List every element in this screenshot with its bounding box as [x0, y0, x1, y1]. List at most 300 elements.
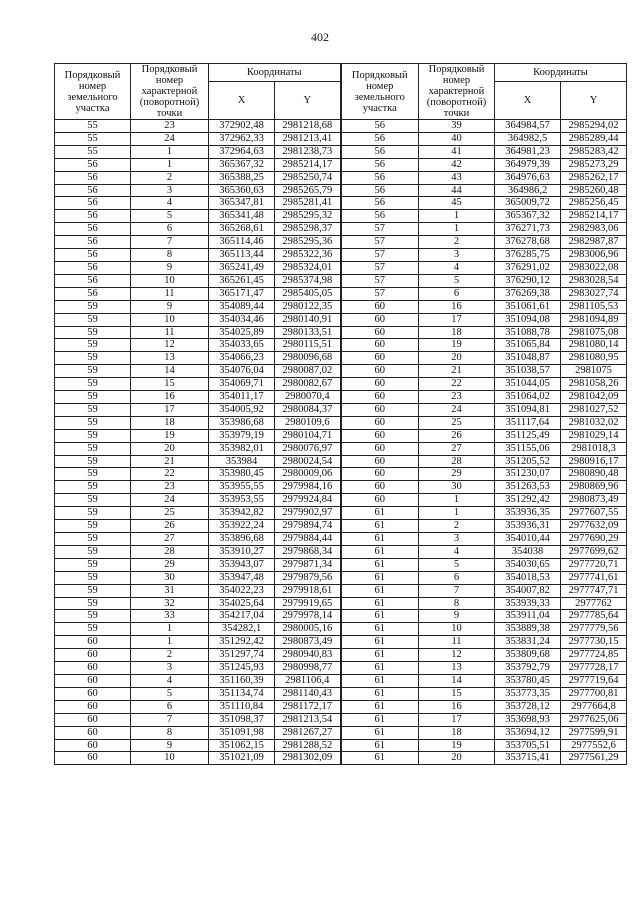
cell-parcel-right: 60 — [341, 442, 419, 455]
cell-point-right: 45 — [419, 197, 495, 210]
cell-parcel-left: 59 — [55, 597, 131, 610]
cell-x-left: 354025,64 — [209, 597, 275, 610]
cell-parcel-left: 56 — [55, 197, 131, 210]
cell-parcel-right: 57 — [341, 223, 419, 236]
cell-parcel-right: 60 — [341, 455, 419, 468]
table-row — [55, 481, 627, 494]
cell-y-right: 2977607,55 — [561, 507, 627, 520]
table-row — [55, 158, 627, 171]
cell-y-left: 2980133,51 — [275, 326, 341, 339]
cell-x-left: 353942,82 — [209, 507, 275, 520]
cell-point-right: 6 — [419, 571, 495, 584]
cell-point-right: 12 — [419, 649, 495, 662]
cell-point-left: 14 — [131, 365, 209, 378]
cell-point-left: 5 — [131, 687, 209, 700]
cell-x-left: 351110,84 — [209, 700, 275, 713]
cell-parcel-right: 60 — [341, 326, 419, 339]
cell-y-left: 2981238,73 — [275, 145, 341, 158]
cell-y-left: 2985405,05 — [275, 287, 341, 300]
cell-x-left: 353980,45 — [209, 468, 275, 481]
cell-x-right: 353936,35 — [495, 507, 561, 520]
cell-y-right: 2977561,29 — [561, 752, 627, 765]
cell-parcel-right: 60 — [341, 339, 419, 352]
cell-point-left: 20 — [131, 442, 209, 455]
cell-point-right: 3 — [419, 249, 495, 262]
cell-y-left: 2985324,01 — [275, 261, 341, 274]
cell-parcel-left: 59 — [55, 481, 131, 494]
cell-x-left: 354069,71 — [209, 378, 275, 391]
cell-y-right: 2981058,26 — [561, 378, 627, 391]
cell-x-left: 372964,63 — [209, 145, 275, 158]
cell-parcel-right: 56 — [341, 132, 419, 145]
cell-y-left: 2981213,54 — [275, 713, 341, 726]
cell-x-left: 351021,09 — [209, 752, 275, 765]
cell-point-left: 28 — [131, 545, 209, 558]
cell-x-right: 354018,53 — [495, 571, 561, 584]
cell-x-right: 353705,51 — [495, 739, 561, 752]
cell-parcel-left: 59 — [55, 391, 131, 404]
cell-parcel-left: 60 — [55, 726, 131, 739]
cell-x-right: 364981,23 — [495, 145, 561, 158]
cell-parcel-right: 60 — [341, 352, 419, 365]
cell-x-left: 365347,81 — [209, 197, 275, 210]
cell-parcel-left: 60 — [55, 687, 131, 700]
cell-parcel-right: 61 — [341, 520, 419, 533]
cell-y-left: 2980115,51 — [275, 339, 341, 352]
cell-x-left: 353984 — [209, 455, 275, 468]
table-row — [55, 416, 627, 429]
cell-x-right: 364986,2 — [495, 184, 561, 197]
cell-x-right: 351048,87 — [495, 352, 561, 365]
cell-parcel-right: 60 — [341, 300, 419, 313]
cell-parcel-left: 59 — [55, 571, 131, 584]
cell-y-left: 2980076,97 — [275, 442, 341, 455]
cell-point-right: 6 — [419, 287, 495, 300]
cell-point-right: 8 — [419, 597, 495, 610]
cell-x-right: 365367,32 — [495, 210, 561, 223]
cell-y-right: 2981032,02 — [561, 416, 627, 429]
cell-parcel-right: 60 — [341, 378, 419, 391]
cell-x-left: 353986,68 — [209, 416, 275, 429]
cell-y-left: 2980104,71 — [275, 429, 341, 442]
cell-point-right: 29 — [419, 468, 495, 481]
table-row — [55, 545, 627, 558]
cell-point-right: 5 — [419, 274, 495, 287]
cell-point-left: 21 — [131, 455, 209, 468]
table-row — [55, 313, 627, 326]
cell-parcel-left: 59 — [55, 545, 131, 558]
cell-parcel-right: 61 — [341, 507, 419, 520]
table-row — [55, 145, 627, 158]
cell-point-left: 9 — [131, 300, 209, 313]
cell-x-right: 364979,39 — [495, 158, 561, 171]
cell-point-left: 9 — [131, 261, 209, 274]
cell-point-left: 4 — [131, 674, 209, 687]
cell-point-left: 23 — [131, 481, 209, 494]
cell-point-right: 16 — [419, 300, 495, 313]
cell-y-left: 2980122,35 — [275, 300, 341, 313]
cell-x-left: 354282,1 — [209, 623, 275, 636]
cell-point-left: 1 — [131, 145, 209, 158]
cell-x-left: 353953,55 — [209, 494, 275, 507]
cell-y-left: 2979924,84 — [275, 494, 341, 507]
cell-point-right: 1 — [419, 210, 495, 223]
cell-x-right: 376278,68 — [495, 236, 561, 249]
table-row — [55, 378, 627, 391]
cell-parcel-left: 59 — [55, 610, 131, 623]
cell-parcel-right: 60 — [341, 468, 419, 481]
cell-parcel-right: 60 — [341, 494, 419, 507]
table-row — [55, 520, 627, 533]
cell-point-left: 11 — [131, 287, 209, 300]
cell-parcel-left: 55 — [55, 120, 131, 133]
cell-parcel-left: 60 — [55, 739, 131, 752]
cell-parcel-left: 59 — [55, 352, 131, 365]
cell-x-left: 354217,04 — [209, 610, 275, 623]
cell-parcel-left: 56 — [55, 236, 131, 249]
cell-x-right: 353809,68 — [495, 649, 561, 662]
cell-point-right: 22 — [419, 378, 495, 391]
cell-parcel-right: 61 — [341, 674, 419, 687]
cell-point-right: 40 — [419, 132, 495, 145]
cell-point-right: 4 — [419, 545, 495, 558]
table-row — [55, 674, 627, 687]
table-row — [55, 261, 627, 274]
cell-point-left: 6 — [131, 700, 209, 713]
cell-point-right: 39 — [419, 120, 495, 133]
table-row — [55, 610, 627, 623]
cell-point-left: 7 — [131, 713, 209, 726]
cell-x-right: 365009,72 — [495, 197, 561, 210]
cell-point-right: 2 — [419, 236, 495, 249]
cell-x-left: 353943,07 — [209, 558, 275, 571]
cell-parcel-right: 56 — [341, 210, 419, 223]
cell-x-left: 353910,27 — [209, 545, 275, 558]
table-row — [55, 236, 627, 249]
cell-point-right: 30 — [419, 481, 495, 494]
cell-parcel-left: 56 — [55, 210, 131, 223]
cell-x-left: 365261,45 — [209, 274, 275, 287]
cell-x-right: 376291,02 — [495, 261, 561, 274]
cell-point-right: 42 — [419, 158, 495, 171]
cell-parcel-right: 61 — [341, 571, 419, 584]
table-body — [55, 120, 627, 765]
table-row — [55, 623, 627, 636]
cell-parcel-right: 61 — [341, 545, 419, 558]
cell-y-right: 2977720,71 — [561, 558, 627, 571]
cell-y-right: 2980869,96 — [561, 481, 627, 494]
cell-point-left: 2 — [131, 649, 209, 662]
cell-y-right: 2981027,52 — [561, 403, 627, 416]
cell-parcel-right: 61 — [341, 623, 419, 636]
cell-x-left: 351160,39 — [209, 674, 275, 687]
cell-point-left: 16 — [131, 391, 209, 404]
cell-x-right: 353773,35 — [495, 687, 561, 700]
cell-y-left: 2985295,32 — [275, 210, 341, 223]
cell-parcel-left: 60 — [55, 636, 131, 649]
cell-point-left: 24 — [131, 494, 209, 507]
cell-x-right: 376269,38 — [495, 287, 561, 300]
cell-x-right: 354030,65 — [495, 558, 561, 571]
cell-point-right: 11 — [419, 636, 495, 649]
cell-y-left: 2981106,4 — [275, 674, 341, 687]
cell-y-left: 2981140,43 — [275, 687, 341, 700]
cell-y-right: 2981105,53 — [561, 300, 627, 313]
cell-parcel-left: 59 — [55, 378, 131, 391]
cell-point-left: 12 — [131, 339, 209, 352]
cell-y-right: 2983022,08 — [561, 261, 627, 274]
table-row — [55, 210, 627, 223]
cell-x-right: 353939,33 — [495, 597, 561, 610]
cell-x-left: 365367,32 — [209, 158, 275, 171]
table-row — [55, 326, 627, 339]
cell-parcel-right: 61 — [341, 739, 419, 752]
cell-point-right: 20 — [419, 352, 495, 365]
cell-x-right: 351263,53 — [495, 481, 561, 494]
cell-x-left: 353922,24 — [209, 520, 275, 533]
cell-x-left: 365241,49 — [209, 261, 275, 274]
cell-y-left: 2979884,44 — [275, 533, 341, 546]
cell-y-right: 2977719,64 — [561, 674, 627, 687]
cell-y-right: 2985289,44 — [561, 132, 627, 145]
table-row — [55, 249, 627, 262]
table-row — [55, 687, 627, 700]
cell-x-left: 354011,17 — [209, 391, 275, 404]
cell-x-right: 354007,82 — [495, 584, 561, 597]
cell-x-right: 351065,84 — [495, 339, 561, 352]
cell-parcel-left: 59 — [55, 520, 131, 533]
cell-parcel-right: 60 — [341, 481, 419, 494]
cell-parcel-left: 60 — [55, 713, 131, 726]
cell-x-right: 351125,49 — [495, 429, 561, 442]
cell-point-left: 7 — [131, 236, 209, 249]
cell-parcel-right: 61 — [341, 687, 419, 700]
cell-point-right: 2 — [419, 520, 495, 533]
cell-y-right: 2983028,54 — [561, 274, 627, 287]
cell-y-left: 2979879,56 — [275, 571, 341, 584]
cell-x-left: 354076,04 — [209, 365, 275, 378]
cell-x-right: 353936,31 — [495, 520, 561, 533]
cell-x-right: 351292,42 — [495, 494, 561, 507]
cell-point-right: 10 — [419, 623, 495, 636]
cell-y-left: 2980109,6 — [275, 416, 341, 429]
cell-point-right: 1 — [419, 507, 495, 520]
header-point-left: Порядковый номер характерной (поворотной) точки — [131, 64, 209, 120]
cell-x-left: 351091,98 — [209, 726, 275, 739]
cell-point-left: 33 — [131, 610, 209, 623]
cell-y-right: 2977747,71 — [561, 584, 627, 597]
cell-parcel-right: 60 — [341, 391, 419, 404]
cell-parcel-right: 60 — [341, 365, 419, 378]
cell-x-left: 353896,68 — [209, 533, 275, 546]
cell-y-left: 2985322,36 — [275, 249, 341, 262]
table-row — [55, 339, 627, 352]
cell-parcel-left: 59 — [55, 455, 131, 468]
cell-y-right: 2977730,15 — [561, 636, 627, 649]
cell-x-right: 353728,12 — [495, 700, 561, 713]
cell-parcel-right: 61 — [341, 610, 419, 623]
table-row — [55, 455, 627, 468]
header-parcel-left: Порядковый номер земельного участка — [55, 64, 131, 120]
cell-point-left: 6 — [131, 223, 209, 236]
cell-x-right: 376271,73 — [495, 223, 561, 236]
cell-parcel-left: 56 — [55, 158, 131, 171]
cell-x-left: 351297,74 — [209, 649, 275, 662]
cell-y-left: 2979902,97 — [275, 507, 341, 520]
cell-y-left: 2979978,14 — [275, 610, 341, 623]
cell-x-right: 376285,75 — [495, 249, 561, 262]
cell-parcel-left: 60 — [55, 674, 131, 687]
cell-x-left: 365113,44 — [209, 249, 275, 262]
cell-y-left: 2981267,27 — [275, 726, 341, 739]
cell-y-left: 2980998,77 — [275, 662, 341, 675]
cell-x-left: 354066,23 — [209, 352, 275, 365]
cell-point-left: 22 — [131, 468, 209, 481]
cell-y-right: 2977762 — [561, 597, 627, 610]
cell-parcel-left: 59 — [55, 533, 131, 546]
cell-point-left: 25 — [131, 507, 209, 520]
cell-parcel-right: 61 — [341, 558, 419, 571]
table-row — [55, 132, 627, 145]
cell-x-right: 351230,07 — [495, 468, 561, 481]
cell-parcel-left: 59 — [55, 326, 131, 339]
cell-point-right: 18 — [419, 726, 495, 739]
table-row — [55, 649, 627, 662]
cell-parcel-right: 56 — [341, 145, 419, 158]
cell-parcel-right: 61 — [341, 700, 419, 713]
cell-point-right: 15 — [419, 687, 495, 700]
table-row — [55, 700, 627, 713]
cell-y-right: 2985214,17 — [561, 210, 627, 223]
cell-point-left: 18 — [131, 416, 209, 429]
cell-y-left: 2980087,02 — [275, 365, 341, 378]
table-row — [55, 494, 627, 507]
cell-y-left: 2985374,98 — [275, 274, 341, 287]
cell-point-left: 10 — [131, 313, 209, 326]
cell-y-right: 2981029,14 — [561, 429, 627, 442]
cell-parcel-left: 55 — [55, 145, 131, 158]
cell-x-left: 365388,25 — [209, 171, 275, 184]
cell-x-right: 353911,04 — [495, 610, 561, 623]
table-row — [55, 184, 627, 197]
cell-point-right: 20 — [419, 752, 495, 765]
cell-parcel-left: 60 — [55, 649, 131, 662]
table-row — [55, 352, 627, 365]
header-y-right: Y — [561, 82, 627, 120]
cell-y-left: 2979868,34 — [275, 545, 341, 558]
cell-y-right: 2981075 — [561, 365, 627, 378]
cell-parcel-left: 56 — [55, 184, 131, 197]
cell-point-left: 10 — [131, 274, 209, 287]
cell-y-right: 2977728,17 — [561, 662, 627, 675]
cell-parcel-right: 61 — [341, 662, 419, 675]
cell-parcel-left: 59 — [55, 584, 131, 597]
cell-point-right: 26 — [419, 429, 495, 442]
cell-point-right: 1 — [419, 494, 495, 507]
cell-parcel-left: 59 — [55, 494, 131, 507]
cell-x-right: 351064,02 — [495, 391, 561, 404]
cell-y-right: 2977724,85 — [561, 649, 627, 662]
cell-y-left: 2981288,52 — [275, 739, 341, 752]
table-row — [55, 197, 627, 210]
cell-parcel-left: 59 — [55, 403, 131, 416]
cell-parcel-left: 60 — [55, 752, 131, 765]
cell-point-right: 25 — [419, 416, 495, 429]
cell-y-left: 2981218,68 — [275, 120, 341, 133]
cell-point-left: 2 — [131, 171, 209, 184]
cell-parcel-right: 60 — [341, 416, 419, 429]
coordinates-table — [54, 63, 627, 765]
cell-point-right: 14 — [419, 674, 495, 687]
table-row — [55, 171, 627, 184]
cell-y-right: 2980890,48 — [561, 468, 627, 481]
cell-point-left: 26 — [131, 520, 209, 533]
cell-point-right: 28 — [419, 455, 495, 468]
table-row — [55, 726, 627, 739]
cell-parcel-right: 57 — [341, 236, 419, 249]
cell-parcel-left: 59 — [55, 339, 131, 352]
cell-y-left: 2985214,17 — [275, 158, 341, 171]
cell-parcel-left: 60 — [55, 700, 131, 713]
cell-parcel-left: 56 — [55, 171, 131, 184]
cell-y-left: 2980009,06 — [275, 468, 341, 481]
cell-parcel-right: 56 — [341, 184, 419, 197]
cell-x-right: 351094,08 — [495, 313, 561, 326]
cell-x-right: 351117,64 — [495, 416, 561, 429]
cell-point-right: 19 — [419, 739, 495, 752]
cell-y-right: 2981080,14 — [561, 339, 627, 352]
table-row — [55, 274, 627, 287]
cell-parcel-right: 57 — [341, 249, 419, 262]
cell-y-left: 2981302,09 — [275, 752, 341, 765]
cell-point-left: 5 — [131, 210, 209, 223]
cell-x-right: 364976,63 — [495, 171, 561, 184]
cell-point-left: 27 — [131, 533, 209, 546]
cell-y-right: 2977699,62 — [561, 545, 627, 558]
cell-parcel-left: 59 — [55, 442, 131, 455]
cell-parcel-left: 56 — [55, 249, 131, 262]
table-row — [55, 636, 627, 649]
cell-point-left: 19 — [131, 429, 209, 442]
cell-x-left: 351098,37 — [209, 713, 275, 726]
cell-point-right: 43 — [419, 171, 495, 184]
cell-y-left: 2980024,54 — [275, 455, 341, 468]
cell-y-right: 2977700,81 — [561, 687, 627, 700]
cell-parcel-left: 56 — [55, 287, 131, 300]
cell-point-right: 44 — [419, 184, 495, 197]
cell-parcel-left: 59 — [55, 300, 131, 313]
cell-parcel-left: 59 — [55, 313, 131, 326]
header-parcel-right: Порядковый номер земельного участка — [341, 64, 419, 120]
cell-x-left: 354034,46 — [209, 313, 275, 326]
cell-parcel-right: 61 — [341, 649, 419, 662]
cell-x-left: 365268,61 — [209, 223, 275, 236]
cell-y-right: 2981042,09 — [561, 391, 627, 404]
cell-point-left: 1 — [131, 158, 209, 171]
cell-x-left: 353982,01 — [209, 442, 275, 455]
cell-point-right: 5 — [419, 558, 495, 571]
cell-point-left: 1 — [131, 623, 209, 636]
cell-parcel-right: 56 — [341, 158, 419, 171]
cell-parcel-right: 61 — [341, 597, 419, 610]
cell-x-right: 376290,12 — [495, 274, 561, 287]
cell-y-left: 2980096,68 — [275, 352, 341, 365]
cell-x-left: 372962,33 — [209, 132, 275, 145]
cell-point-left: 15 — [131, 378, 209, 391]
cell-point-left: 13 — [131, 352, 209, 365]
cell-y-left: 2981172,17 — [275, 700, 341, 713]
cell-parcel-left: 59 — [55, 507, 131, 520]
